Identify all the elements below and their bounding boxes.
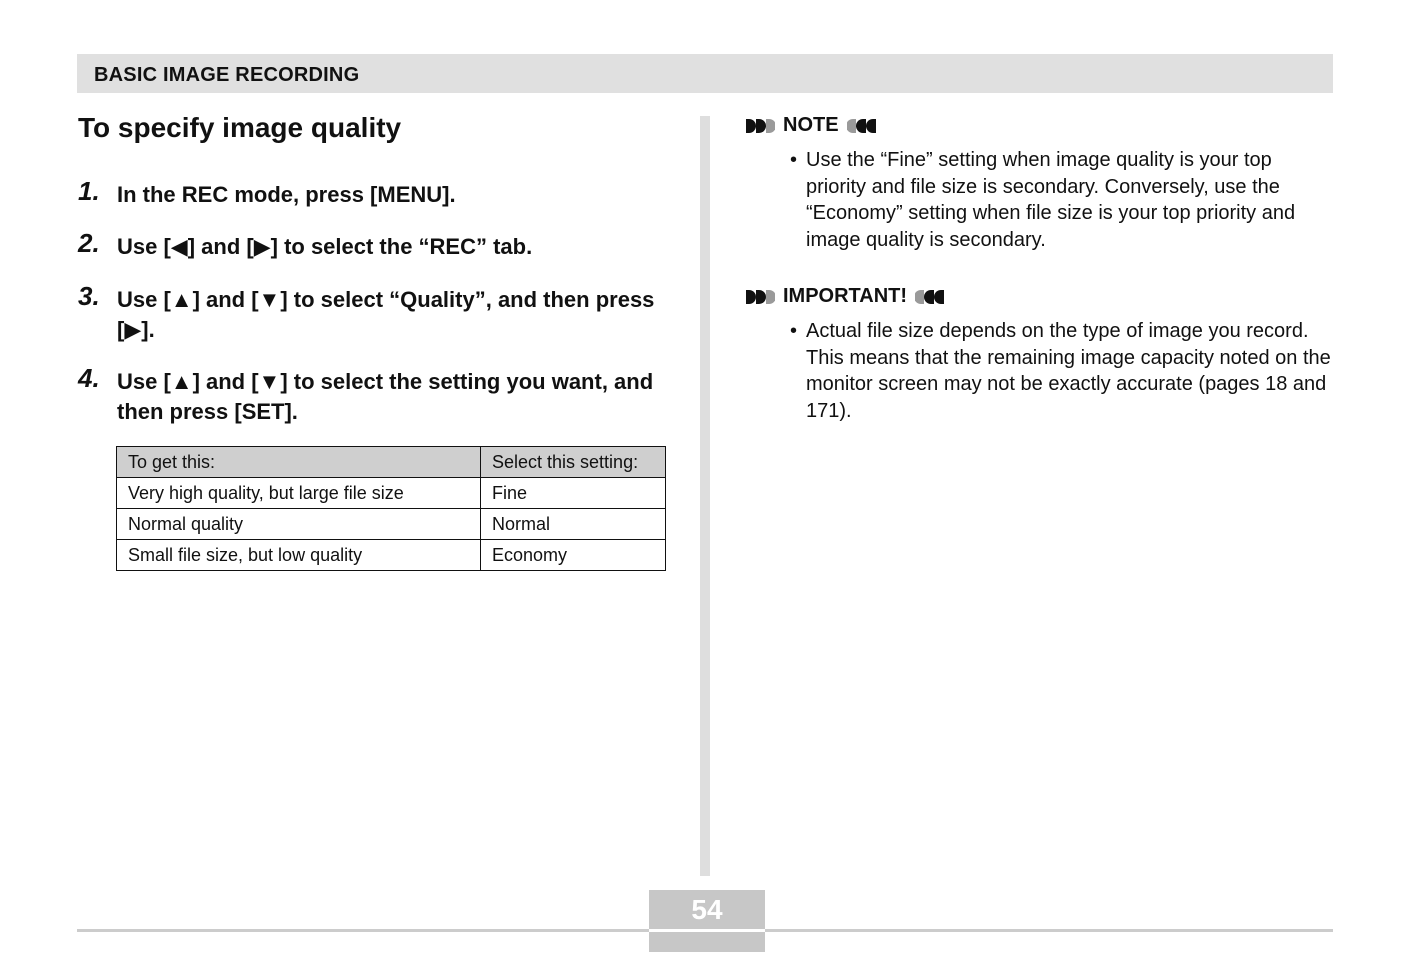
note-title: NOTE (783, 114, 839, 136)
table-header-cell: Select this setting: (481, 447, 666, 478)
note-marks-left-icon (745, 117, 775, 135)
table-cell: Normal (481, 509, 666, 540)
step-number: 3. (78, 281, 100, 311)
bullet-dot: • (790, 320, 798, 342)
table-row (117, 509, 666, 540)
important-marks-right-icon (915, 288, 945, 306)
page-title: To specify image quality (78, 112, 402, 143)
table-cell: Small file size, but low quality (117, 540, 481, 571)
important-heading (745, 285, 945, 308)
step-number: 4. (78, 363, 100, 393)
table-cell: Fine (481, 478, 666, 509)
page-number: 54 (691, 894, 723, 925)
table-cell: Normal quality (117, 509, 481, 540)
table-header-row (117, 447, 666, 478)
step-text: In the REC mode, press [MENU]. (117, 182, 456, 207)
important-marks-left-icon (745, 288, 775, 306)
step-number: 1. (78, 176, 100, 206)
important-bullet (790, 318, 1335, 424)
page-number-box (649, 890, 765, 952)
step-text: Use [◀] and [▶] to select the “REC” tab. (117, 234, 533, 259)
section-header-bar (77, 54, 1333, 93)
quality-settings-table (116, 446, 666, 571)
note-marks-right-icon (847, 117, 877, 135)
table-row (117, 478, 666, 509)
table-row (117, 540, 666, 571)
section-title: BASIC IMAGE RECORDING (94, 64, 360, 86)
column-divider (700, 116, 710, 876)
step-text: Use [▲] and [▼] to select the setting you want, and then press [SET]. (117, 369, 654, 424)
table-cell: Very high quality, but large file size (117, 478, 481, 509)
page-number-box-gap (649, 929, 765, 932)
table-header-cell: To get this: (117, 447, 481, 478)
important-text: Actual file size depends on the type of image you record. This means that the remaining image capacity noted on the monitor screen may not be exactly accurate (pages 18 and 171). (806, 320, 1331, 422)
bullet-dot: • (790, 149, 798, 171)
note-text: Use the “Fine” setting when image quality is your top priority and file size is secondary. Conversely, use the “Economy” setting when file size is your top priority and image quality is secondary. (806, 149, 1296, 251)
important-title: IMPORTANT! (783, 285, 908, 307)
note-heading (745, 114, 877, 137)
note-bullet (790, 147, 1335, 253)
step-text: Use [▲] and [▼] to select “Quality”, and then press [▶]. (117, 287, 655, 342)
step-number: 2. (78, 228, 100, 258)
table-cell: Economy (481, 540, 666, 571)
